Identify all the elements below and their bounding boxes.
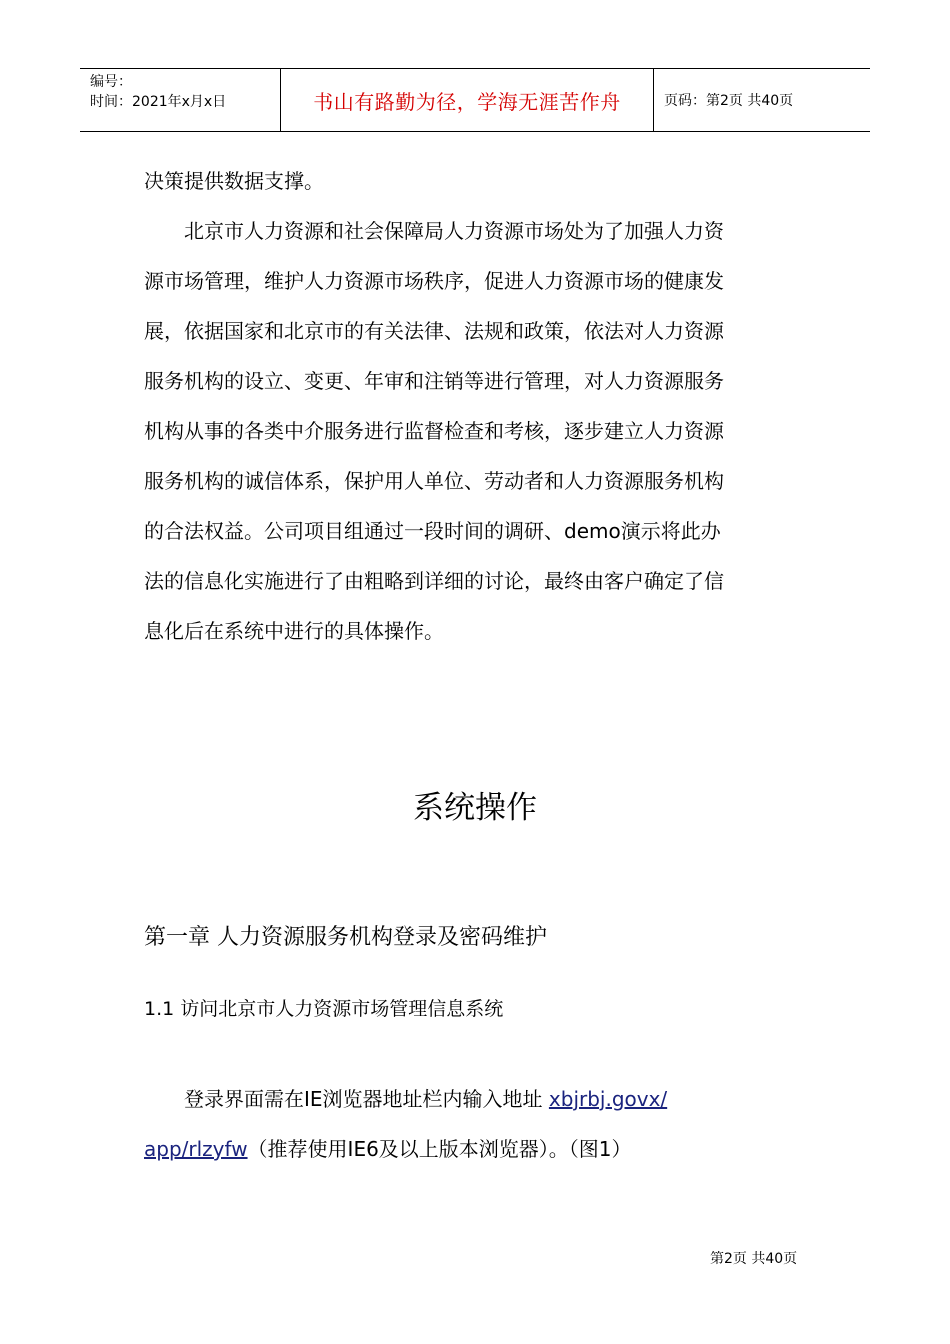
header-motto: 书山有路勤为径，学海无涯苦作舟 xyxy=(313,89,621,114)
document-time-label: 时间：2021年x月x日 xyxy=(90,94,227,110)
paragraph-line: 服务机构的诚信体系，保护用人单位、劳动者和人力资源服务机构 xyxy=(144,469,724,493)
paragraph-line: 北京市人力资源和社会保障局人力资源市场处为了加强人力资 xyxy=(144,219,724,243)
page-header xyxy=(80,68,870,132)
document-number-label: 编号： xyxy=(90,74,132,90)
page-footer: 第2页 共40页 xyxy=(710,1251,798,1267)
chapter-heading: 第一章 人力资源服务机构登录及密码维护 xyxy=(144,925,547,950)
section-heading: 1.1 访问北京市人力资源市场管理信息系统 xyxy=(144,998,504,1020)
paragraph-line: 决策提供数据支撑。 xyxy=(144,169,324,193)
paragraph-line: 展，依据国家和北京市的有关法律、法规和政策，依法对人力资源 xyxy=(144,319,724,343)
paragraph-line: 息化后在系统中进行的具体操作。 xyxy=(144,619,444,643)
header-page-cell xyxy=(654,69,870,131)
header-meta-cell xyxy=(80,69,281,131)
header-motto-cell xyxy=(281,69,654,131)
paragraph-line: 的合法权益。公司项目组通过一段时间的调研、demo演示将此办 xyxy=(144,519,721,543)
login-paragraph xyxy=(144,1074,814,1174)
header-page-info: 页码：第2页 共40页 xyxy=(664,93,794,109)
paragraph-line: 机构从事的各类中介服务进行监督检查和考核，逐步建立人力资源 xyxy=(144,419,724,443)
paragraph-line: 源市场管理，维护人力资源市场秩序，促进人力资源市场的健康发 xyxy=(144,269,724,293)
login-text-prefix: 登录界面需在IE浏览器地址栏内输入地址 xyxy=(144,1087,549,1111)
paragraph-line: 法的信息化实施进行了由粗略到详细的讨论，最终由客户确定了信 xyxy=(144,569,724,593)
main-title: 系统操作 xyxy=(413,790,537,826)
login-line-2 xyxy=(144,1124,814,1174)
login-text-suffix: （推荐使用IE6及以上版本浏览器）。（图1） xyxy=(247,1137,632,1161)
login-line-1 xyxy=(144,1074,814,1124)
paragraph-2 xyxy=(144,206,814,656)
paragraph-line: 服务机构的设立、变更、年审和注销等进行管理，对人力资源服务 xyxy=(144,369,724,393)
login-url-link-part2[interactable]: app/rlzyfw xyxy=(144,1137,248,1161)
paragraph-1 xyxy=(144,156,814,206)
login-url-link-part1[interactable]: xbjrbj.govx/ xyxy=(548,1087,668,1111)
